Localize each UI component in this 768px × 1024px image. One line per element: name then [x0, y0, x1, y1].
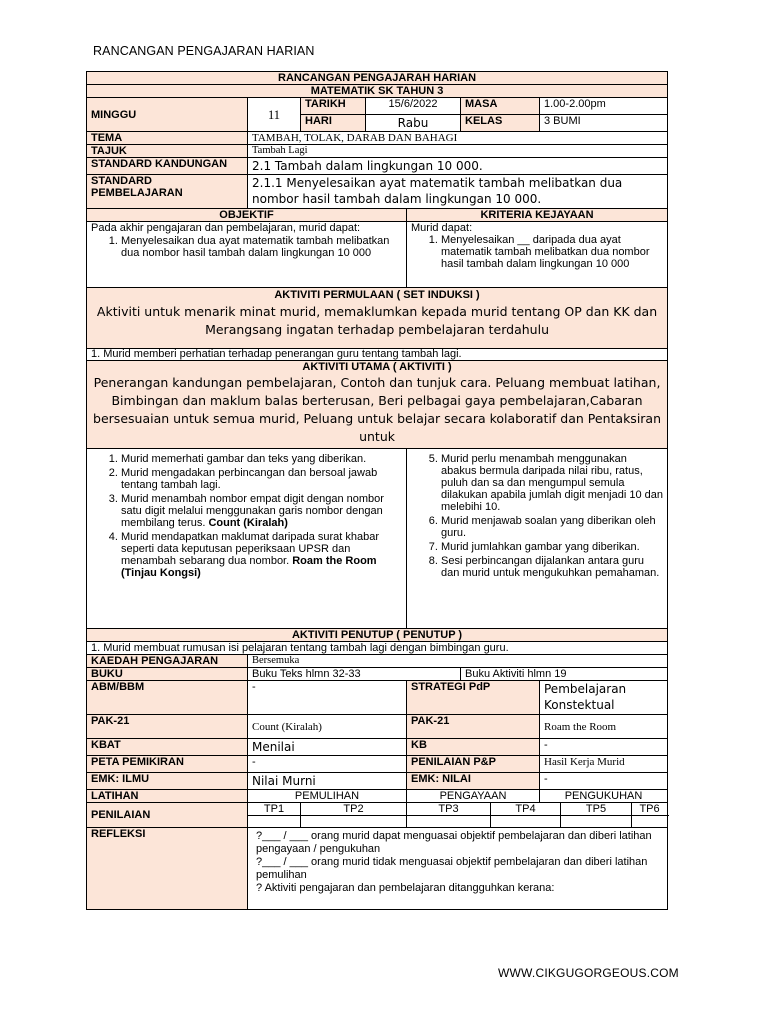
- tp-cell: TP6: [632, 803, 668, 816]
- utama-left-item: 4. Murid mendapatkan maklumat daripada surat khabar seperti data keputusan peperiksaan UPSR dan menambah sebarang dua nombor. Roam the Room (Tinjau Kongsi): [121, 531, 402, 579]
- masa-value: 1.00-2.00pm: [540, 98, 668, 115]
- emk-ilmu-value: Nilai Murni: [248, 773, 407, 790]
- tema-label: TEMA: [87, 132, 248, 145]
- tp-cell: TP4: [491, 803, 561, 816]
- utama-left-item: 3. Murid menambah nombor empat digit dengan nombor satu digit melalui menggunakan garis nombor dengan membilang terus. Count (Kiralah): [121, 493, 402, 529]
- tp-cell: TP5: [561, 803, 632, 816]
- tema-value: TAMBAH, TOLAK, DARAB DAN BAHAGI: [248, 132, 668, 145]
- buku-aktiviti: Buku Aktiviti hlmn 19: [461, 668, 668, 681]
- refleksi-content: [248, 828, 668, 910]
- minggu-value: 11: [248, 98, 301, 132]
- tarikh-label: TARIKH: [301, 98, 366, 115]
- penutup-label: AKTIVITI PENUTUP ( PENUTUP ): [87, 629, 668, 642]
- masa-label: MASA: [461, 98, 540, 115]
- minggu-label: MINGGU: [87, 98, 248, 132]
- penilaian-pp-value: Hasil Kerja Murid: [540, 756, 668, 773]
- refleksi-line2: ?___ / ___ orang murid tidak menguasai objektif pembelajaran dan diberi latihan pemulihan: [256, 856, 648, 881]
- strategi-label: STRATEGI PdP: [407, 681, 540, 715]
- permulaan-item: 1. Murid memberi perhatian terhadap penerangan guru tentang tambah lagi.: [87, 349, 668, 361]
- permulaan-block: [87, 288, 668, 349]
- lesson-plan-table: [86, 71, 668, 910]
- kriteria-item: 1. Menyelesaikan __ daripada dua ayat matematik tambah melibatkan dua nombor hasil tambah dalam lingkungan 10 000: [441, 234, 663, 270]
- kelas-label: KELAS: [461, 115, 540, 132]
- tajuk-label: TAJUK: [87, 145, 248, 158]
- utama-left-item: 2. Murid mengadakan perbincangan dan bersoal jawab tentang tambah lagi.: [121, 467, 402, 491]
- latihan-option: PEMULIHAN: [248, 790, 407, 803]
- kriteria-label: KRITERIA KEJAYAAN: [407, 209, 668, 222]
- hari-value: Rabu: [366, 115, 461, 132]
- refleksi-line1: ?___ / ___ orang murid dapat menguasai objektif pembelajaran dan diberi latihan pengayaan / pengukuhan: [256, 830, 652, 855]
- permulaan-label: AKTIVITI PERMULAAN ( SET INDUKSI ): [274, 289, 480, 301]
- header-line2: MATEMATIK SK TAHUN 3: [87, 85, 668, 98]
- kbat-value: Menilai: [248, 739, 407, 756]
- emk-ilmu-label: EMK: ILMU: [87, 773, 248, 790]
- hari-label: HARI: [301, 115, 366, 132]
- objektif-label: OBJEKTIF: [87, 209, 407, 222]
- tp-box[interactable]: [632, 816, 668, 828]
- utama-left-item: 1. Murid memerhati gambar dan teks yang diberikan.: [121, 453, 402, 465]
- kb-label: KB: [407, 739, 540, 756]
- tp-box[interactable]: [561, 816, 632, 828]
- refleksi-line3: ? Aktiviti pengajaran dan pembelajaran ditangguhkan kerana:: [256, 882, 555, 894]
- kb-value: -: [540, 739, 668, 756]
- abm-label: ABM/BBM: [87, 681, 248, 715]
- pak21-value-right: Roam the Room: [540, 715, 668, 739]
- utama-right-item: 7. Murid jumlahkan gambar yang diberikan.: [441, 541, 663, 553]
- kbat-label: KBAT: [87, 739, 248, 756]
- tp-box[interactable]: [407, 816, 491, 828]
- tp-box[interactable]: [491, 816, 561, 828]
- permulaan-desc: Aktiviti untuk menarik minat murid, memaklumkan kepada murid tentang OP dan KK dan Merangsang ingatan terhadap pembelajaran terdahulu: [96, 304, 658, 337]
- sp-label: STANDARD PEMBELAJARAN: [87, 175, 248, 209]
- objektif-item: 1. Menyelesaikan dua ayat matematik tambah melibatkan dua nombor hasil tambah dalam lingkungan 10 000: [121, 235, 402, 259]
- objektif-content: Pada akhir pengajaran dan pembelajaran, murid dapat: 1. Menyelesaikan dua ayat matematik tambah melibatkan dua nombor hasil tambah dalam lingkungan 10 000: [87, 222, 407, 288]
- kelas-value: 3 BUMI: [540, 115, 668, 132]
- latihan-label: LATIHAN: [87, 790, 248, 803]
- pak21-label: PAK-21: [87, 715, 248, 739]
- penilaian-label: PENILAIAN: [87, 803, 248, 828]
- utama-block: [87, 361, 668, 449]
- utama-right: [407, 449, 668, 629]
- tp-box[interactable]: [301, 816, 407, 828]
- latihan-option: PENGUKUHAN: [540, 790, 668, 803]
- utama-left: [87, 449, 407, 629]
- emk-nilai-value: -: [540, 773, 668, 790]
- footer-url[interactable]: WWW.CIKGUGORGEOUS.COM: [498, 966, 679, 980]
- abm-value: -: [248, 681, 407, 715]
- kaedah-label: KAEDAH PENGAJARAN: [87, 655, 248, 668]
- penilaian-pp-label: PENILAIAN P&P: [407, 756, 540, 773]
- kriteria-content: Murid dapat: 1. Menyelesaikan __ daripada dua ayat matematik tambah melibatkan dua nombor hasil tambah dalam lingkungan 10 000: [407, 222, 668, 288]
- buku-teks: Buku Teks hlmn 32-33: [248, 668, 461, 681]
- peta-label: PETA PEMIKIRAN: [87, 756, 248, 773]
- pak21-value-left: Count (Kiralah): [248, 715, 407, 739]
- emk-nilai-label: EMK: NILAI: [407, 773, 540, 790]
- utama-right-item: 8. Sesi perbincangan dijalankan antara guru dan murid untuk mengukuhkan pemahaman.: [441, 555, 663, 579]
- pak21-label-right: PAK-21: [407, 715, 540, 739]
- utama-right-item: 5. Murid perlu menambah menggunakan abakus bermula daripada nilai ribu, ratus, puluh dan sa dan mengumpul semula dilakukan apabila jumlah digit menjadi 10 dan melebihi 10.: [441, 453, 663, 513]
- utama-right-item: 6. Murid menjawab soalan yang diberikan oleh guru.: [441, 515, 663, 539]
- utama-label: AKTIVITI UTAMA ( AKTIVITI ): [302, 361, 452, 373]
- penutup-item: 1. Murid membuat rumusan isi pelajaran tentang tambah lagi dengan bimbingan guru.: [87, 642, 668, 655]
- tarikh-value: 15/6/2022: [366, 98, 461, 115]
- latihan-option: PENGAYAAN: [407, 790, 540, 803]
- tp-box[interactable]: [248, 816, 301, 828]
- header-line1: RANCANGAN PENGAJARAH HARIAN: [87, 72, 668, 85]
- sk-value: 2.1 Tambah dalam lingkungan 10 000.: [248, 158, 668, 175]
- sp-value: 2.1.1 Menyelesaikan ayat matematik tambah melibatkan dua nombor hasil tambah dalam lingkungan 10 000.: [248, 175, 668, 209]
- kaedah-value: Bersemuka: [248, 655, 668, 668]
- sk-label: STANDARD KANDUNGAN: [87, 158, 248, 175]
- tp-cell: TP3: [407, 803, 491, 816]
- buku-label: BUKU: [87, 668, 248, 681]
- tp-cell: TP1: [248, 803, 301, 816]
- tajuk-value: Tambah Lagi: [248, 145, 668, 158]
- peta-value: -: [248, 756, 407, 773]
- refleksi-label: REFLEKSI: [87, 828, 248, 910]
- page-title: RANCANGAN PENGAJARAN HARIAN: [93, 44, 315, 58]
- tp-cell: TP2: [301, 803, 407, 816]
- strategi-value: Pembelajaran Konstektual: [540, 681, 668, 715]
- utama-desc: Penerangan kandungan pembelajaran, Contoh dan tunjuk cara. Peluang membuat latihan, Bimbingan dan maklum balas berterusan, Beri pelbagai gaya pembelajaran,Cabaran bersesuaian untuk semua murid, Peluang untuk belajar secara kolaboratif dan Pentaksiran untuk: [93, 375, 662, 444]
